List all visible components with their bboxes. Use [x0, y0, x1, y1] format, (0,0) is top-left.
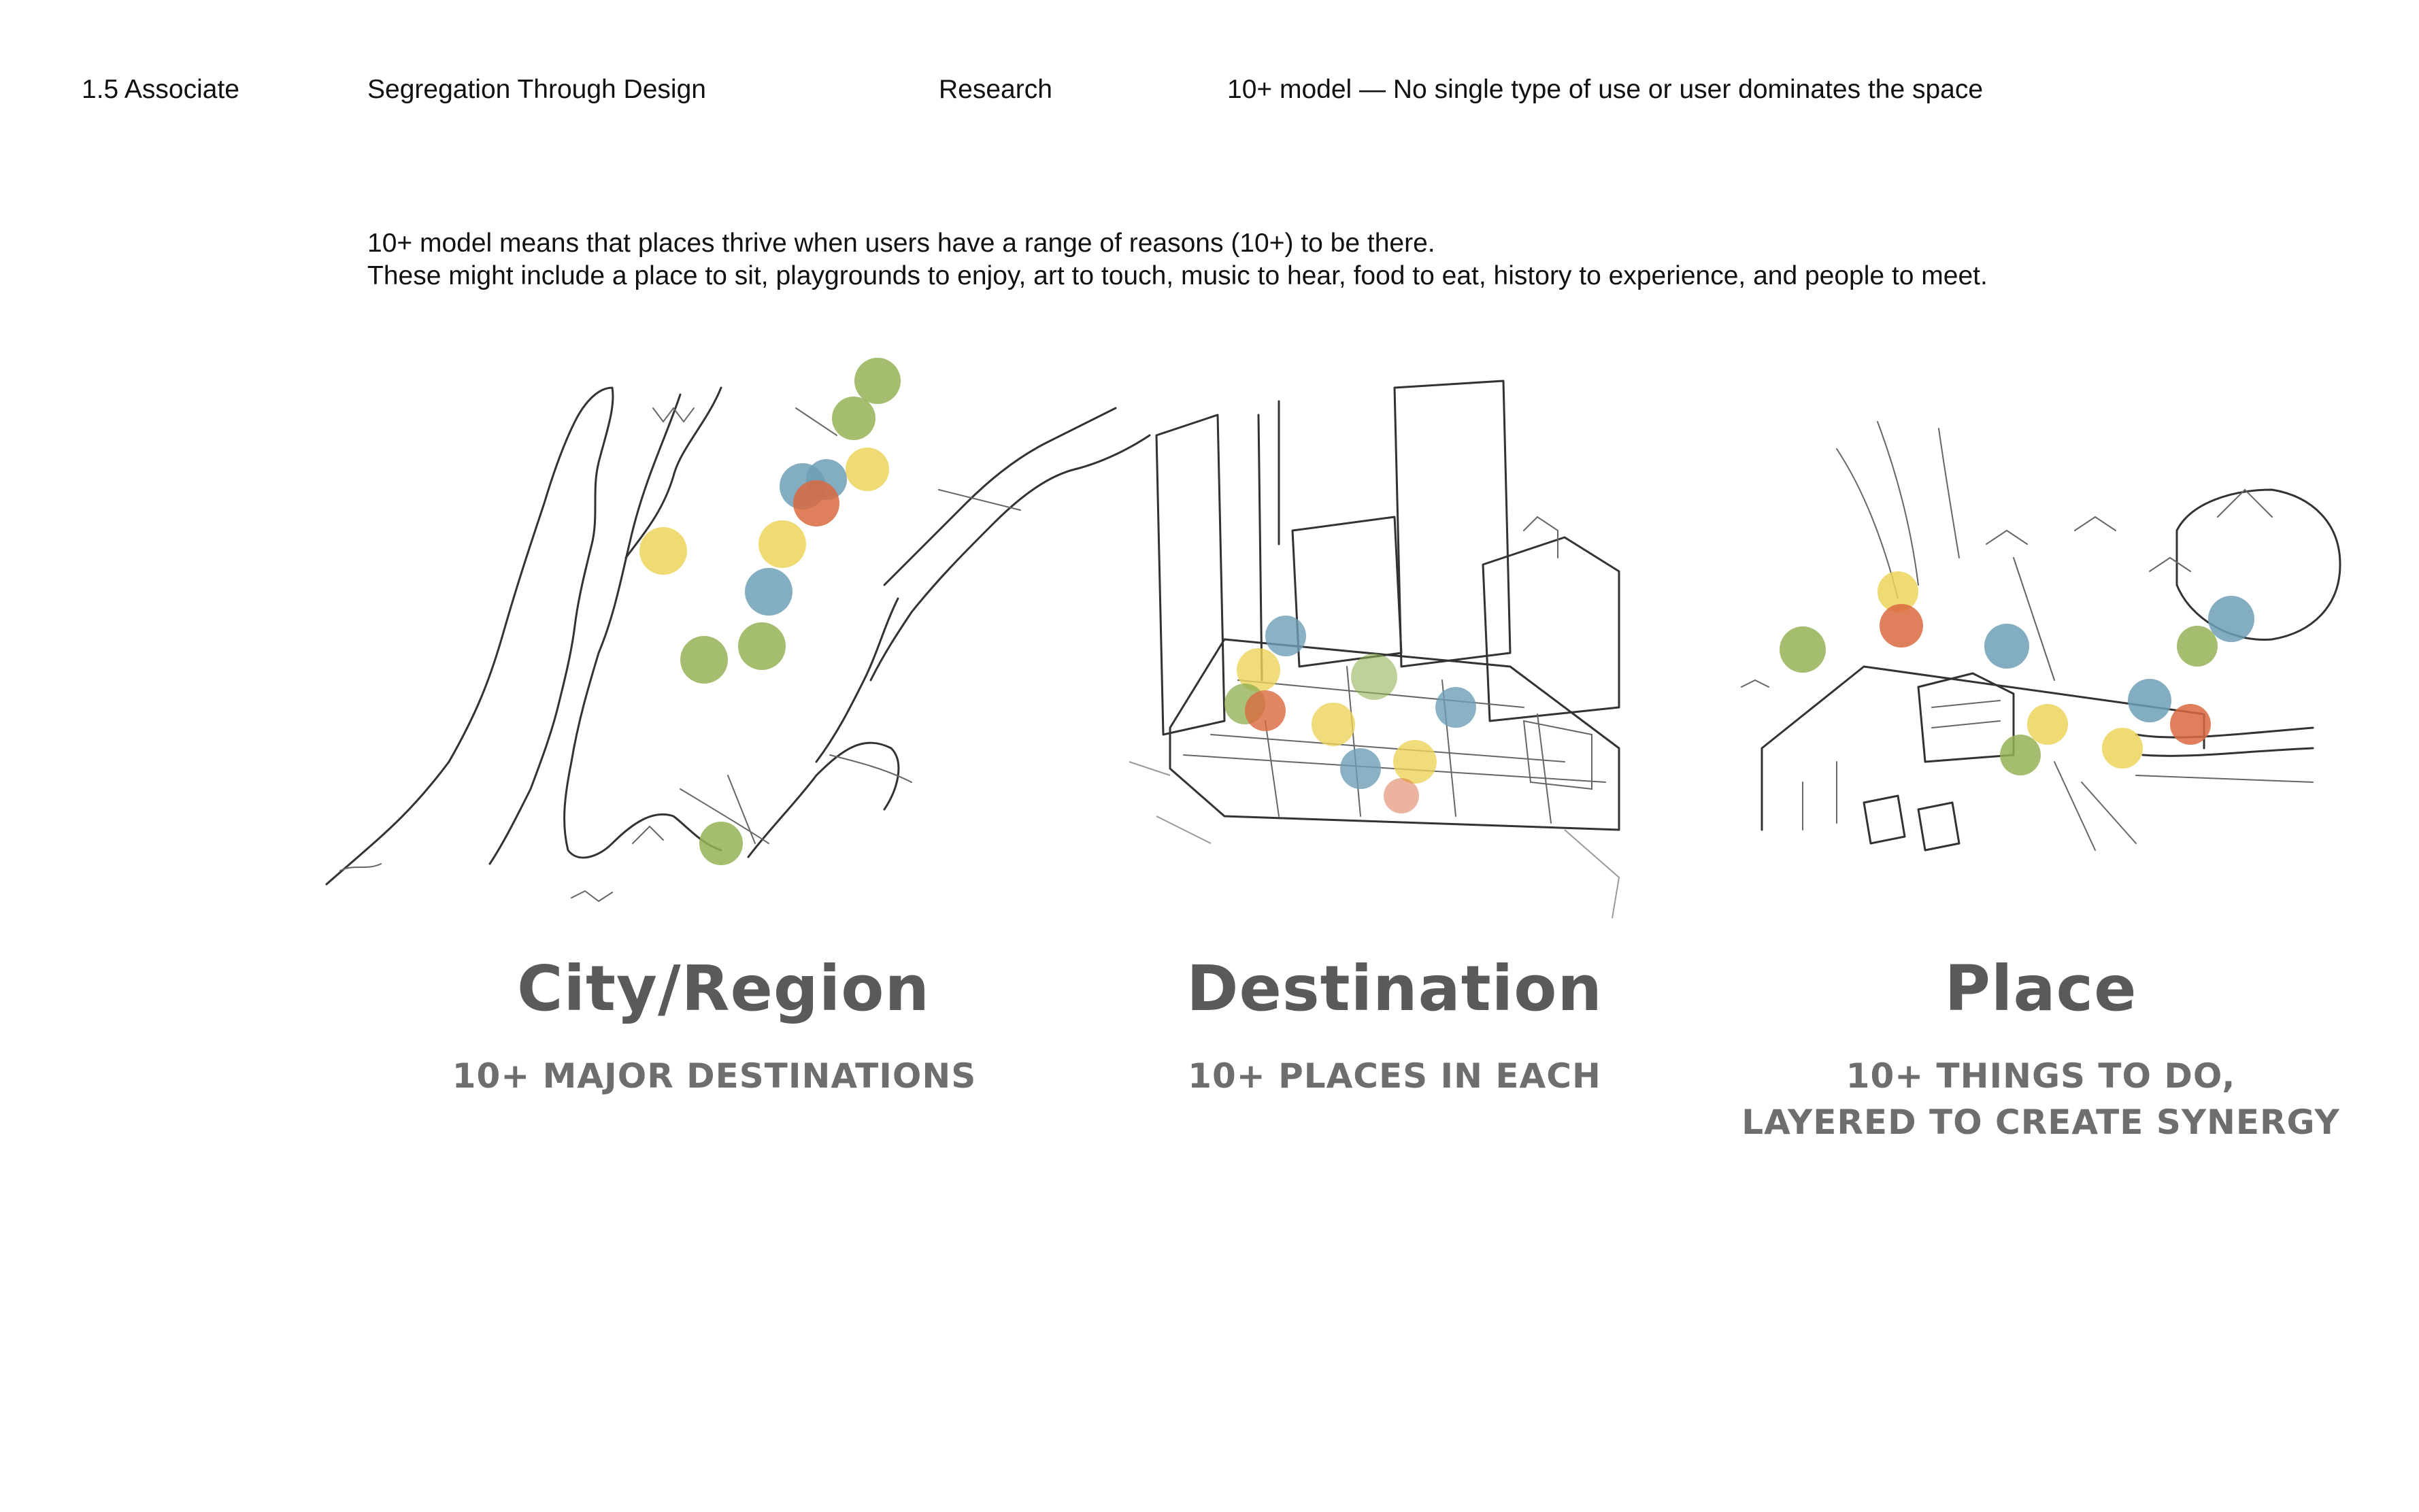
section-number: 1.5 Associate — [82, 75, 239, 104]
destination-title: Destination — [1186, 952, 1603, 1025]
city-region-destination-dots — [639, 358, 901, 865]
intro-line-2: These might include a place to sit, playgrounds to enjoy, art to touch, music to hear, food to eat, history to experience, and people to meet. — [367, 261, 1988, 290]
place-title: Place — [1944, 952, 2137, 1025]
place-subtitle-line-2: LAYERED TO CREATE SYNERGY — [1741, 1103, 2340, 1142]
city-region-map-sketch — [327, 388, 1150, 901]
destination-subtitle: 10+ PLACES IN EACH — [1188, 1056, 1601, 1096]
city-region-title: City/Region — [517, 952, 930, 1025]
page-title: Segregation Through Design — [367, 75, 706, 104]
intro-line-1: 10+ model means that places thrive when users have a range of reasons (10+) to be there. — [367, 229, 1435, 258]
headline: 10+ model — No single type of use or user dominates the space — [1227, 75, 1984, 104]
destination-building-sketch — [1129, 381, 1619, 918]
place-subtitle-line-1: 10+ THINGS TO DO, — [1846, 1056, 2236, 1096]
place-activity-dots — [1780, 571, 2254, 775]
place-plaza-sketch — [1741, 422, 2340, 850]
category-label: Research — [939, 75, 1052, 104]
city-region-subtitle: 10+ MAJOR DESTINATIONS — [452, 1056, 977, 1096]
